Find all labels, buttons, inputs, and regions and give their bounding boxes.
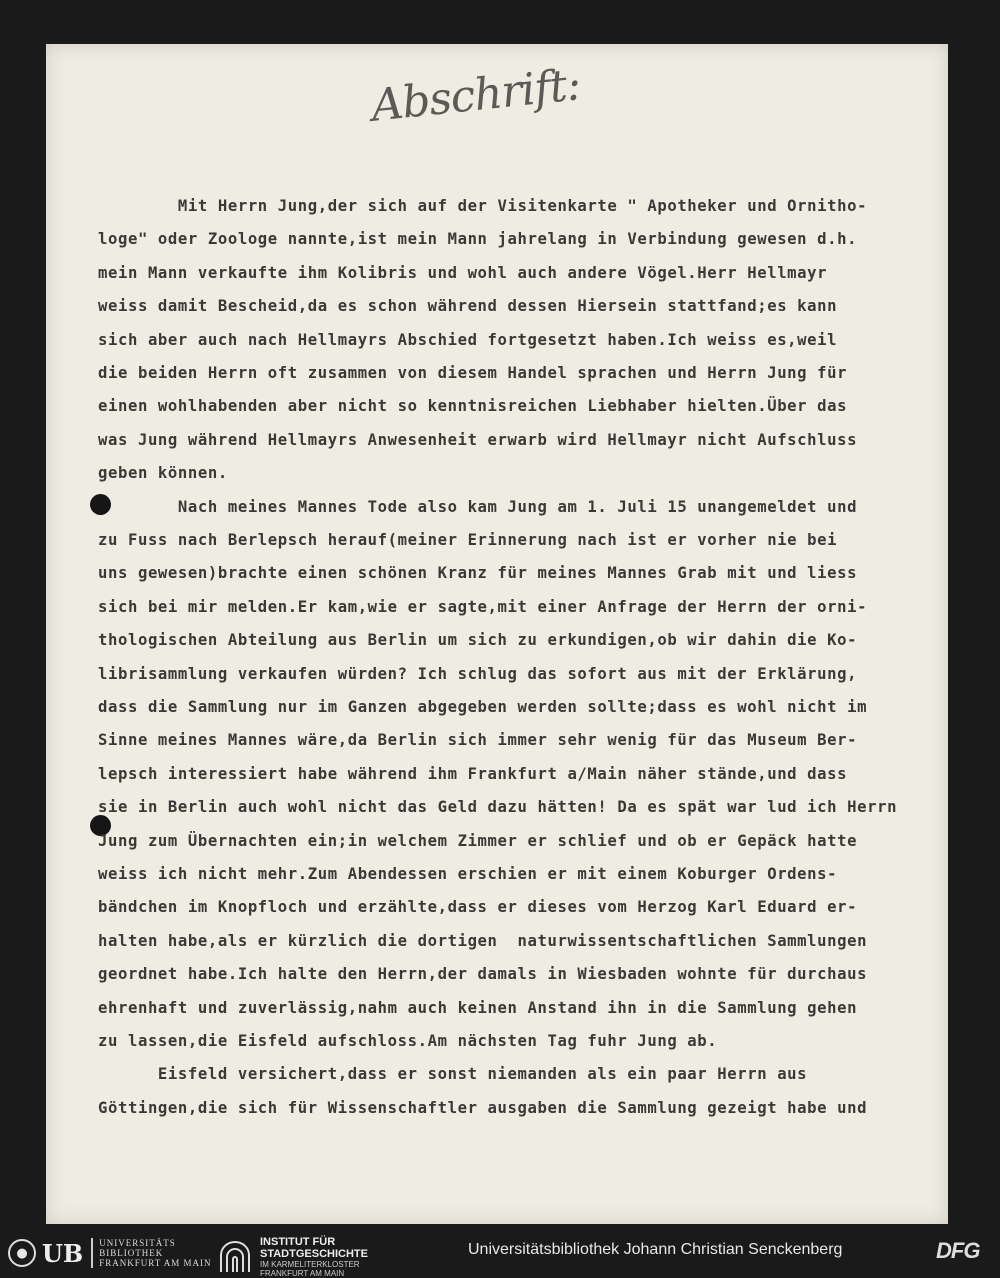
text-line: mein Mann verkaufte ihm Kolibris und wohl auch andere Vögel.Herr Hellmayr <box>98 263 828 282</box>
ub-text <box>91 1238 211 1268</box>
text-line: uns gewesen)brachte einen schönen Kranz für meines Mannes Grab mit und liess <box>98 564 858 583</box>
library-name[interactable]: Universitätsbibliothek Johann Christian Senckenberg <box>468 1241 843 1258</box>
handwritten-heading: Abschrift: <box>368 59 583 132</box>
isg-line: IM KARMELITERKLOSTER <box>260 1260 360 1269</box>
footer-bar <box>0 1228 1000 1276</box>
text-line: geordnet habe.Ich halte den Herrn,der damals in Wiesbaden wohnte für durchaus <box>98 965 868 984</box>
ub-line: FRANKFURT AM MAIN <box>99 1258 212 1268</box>
text-line: Mit Herrn Jung,der sich auf der Visitenkarte " Apotheker und Ornitho- <box>98 197 868 215</box>
text-line: Nach meines Mannes Tode also kam Jung am 1. Juli 15 unangemeldet und <box>98 497 858 516</box>
text-line: thologischen Abteilung aus Berlin um sich zu erkundigen,ob wir dahin die Ko- <box>98 631 858 650</box>
text-line: bändchen im Knopfloch und erzählte,dass er dieses vom Herzog Karl Eduard er- <box>98 898 858 917</box>
text-line: librisammlung verkaufen würden? Ich schlug das sofort aus mit der Erklärung, <box>98 664 858 683</box>
isg-line: FRANKFURT AM MAIN <box>260 1269 345 1278</box>
ub-line: BIBLIOTHEK <box>99 1248 164 1258</box>
text-line: Jung zum Übernachten ein;in welchem Zimmer er schlief und ob er Gepäck hatte <box>98 831 858 850</box>
isg-logo[interactable] <box>218 1236 368 1278</box>
text-line: sich bei mir melden.Er kam,wie er sagte,mit einer Anfrage der Herrn der orni- <box>98 597 868 616</box>
ub-line: UNIVERSITÄTS <box>99 1238 176 1248</box>
text-line: halten habe,als er kürzlich die dortigen naturwissentschaftlichen Sammlungen <box>98 931 868 950</box>
dfg-logo[interactable]: DFG <box>936 1238 980 1263</box>
seal-icon: ● <box>8 1239 36 1267</box>
isg-line: INSTITUT FÜR <box>260 1236 336 1248</box>
text-line: geben können. <box>98 464 228 483</box>
text-line: Sinne meines Mannes wäre,da Berlin sich immer sehr wenig für das Museum Ber- <box>98 731 858 750</box>
text-line: dass die Sammlung nur im Ganzen abgegeben werden sollte;dass es wohl nicht im <box>98 698 868 716</box>
text-line: lepsch interessiert habe während ihm Frankfurt a/Main näher stände,und dass <box>98 764 848 783</box>
text-line: sie in Berlin auch wohl nicht das Geld dazu hätten! Da es spät war lud ich Herrn <box>98 798 898 817</box>
text-line: zu lassen,die Eisfeld aufschloss.Am nächsten Tag fuhr Jung ab. <box>98 1032 718 1050</box>
text-line: die beiden Herrn oft zusammen von diesem Handel sprachen und Herrn Jung für <box>98 364 848 382</box>
text-line: ehrenhaft und zuverlässig,nahm auch keinen Anstand ihn in die Sammlung gehen <box>98 998 858 1017</box>
text-line: Eisfeld versichert,dass er sonst niemanden als ein paar Herrn aus <box>98 1065 808 1084</box>
ub-logo[interactable] <box>8 1238 212 1268</box>
text-line: Göttingen,die sich für Wissenschaftler ausgaben die Sammlung gezeigt habe und <box>98 1098 868 1117</box>
text-line: weiss damit Bescheid,da es schon während dessen Hiersein stattfand;es kann <box>98 297 838 316</box>
text-line: was Jung während Hellmayrs Anwesenheit erwarb wird Hellmayr nicht Aufschluss <box>98 430 858 449</box>
document-page <box>46 44 948 1224</box>
text-line: sich aber auch nach Hellmayrs Abschied fortgesetzt haben.Ich weiss es,weil <box>98 330 838 349</box>
arch-icon <box>218 1241 252 1273</box>
isg-text <box>260 1236 368 1278</box>
text-line: loge" oder Zoologe nannte,ist mein Mann jahrelang in Verbindung gewesen d.h. <box>98 230 858 249</box>
text-line: zu Fuss nach Berlepsch herauf(meiner Erinnerung nach ist er vorher nie bei <box>98 531 838 549</box>
text-line: einen wohlhabenden aber nicht so kenntnisreichen Liebhaber hielten.Über das <box>98 397 848 416</box>
text-line: weiss ich nicht mehr.Zum Abendessen erschien er mit einem Koburger Ordens- <box>98 865 838 883</box>
ub-mark: UB <box>42 1238 84 1268</box>
isg-line: STADTGESCHICHTE <box>260 1248 368 1260</box>
